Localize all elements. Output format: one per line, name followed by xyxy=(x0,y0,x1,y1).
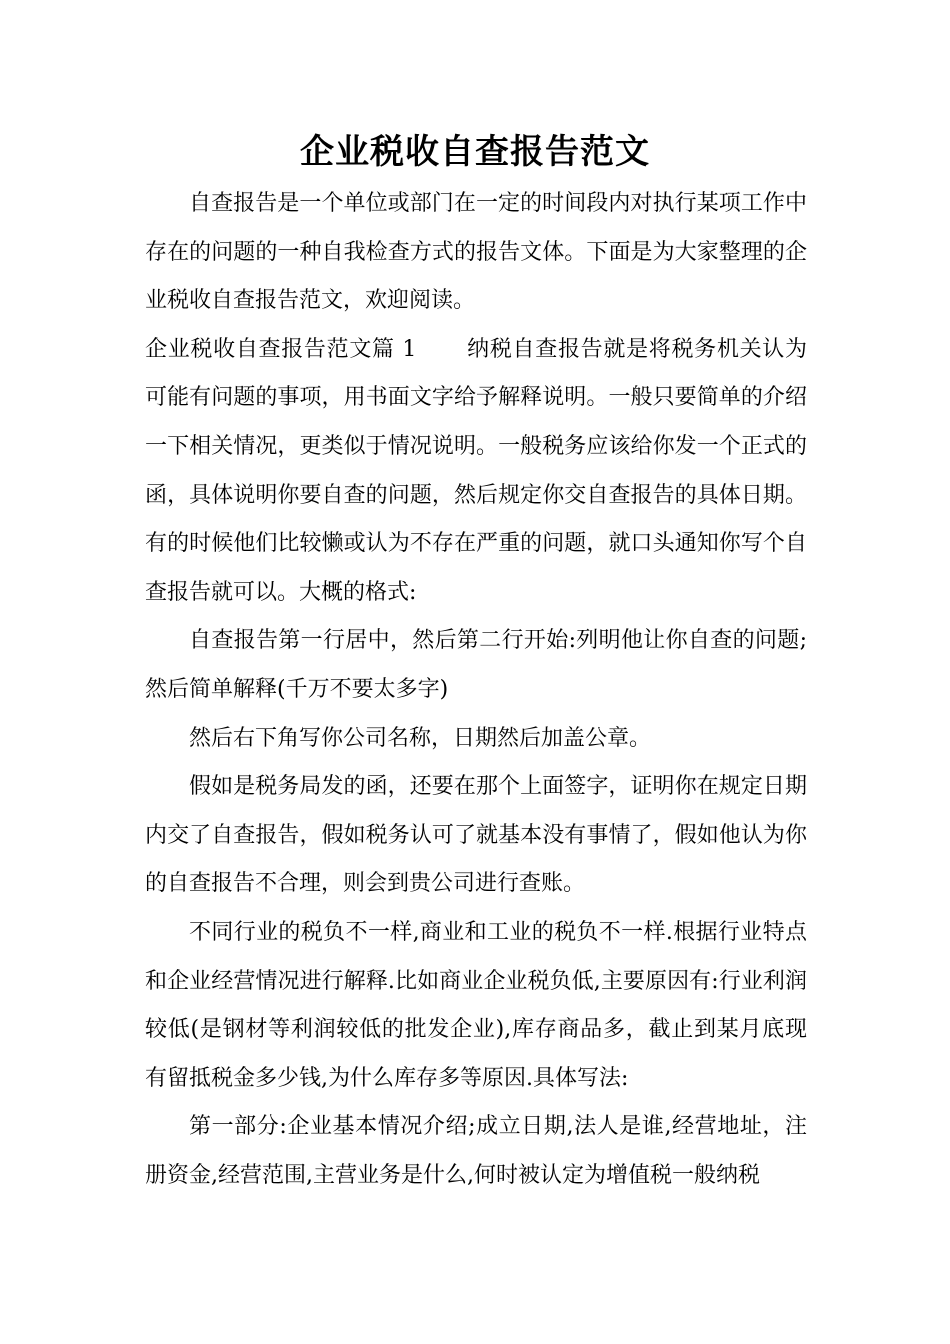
industry-paragraph: 不同行业的税负不一样,商业和工业的税负不一样.根据行业特点和企业经营情况进行解释.比如商业企业税负低,主要原因有:行业利润较低(是钢材等利润较低的批发企业),库存商品多，截止到某月底现有留抵税金多少钱,为什么库存多等原因.具体写法: xyxy=(145,919,807,1091)
format-paragraph: 自查报告第一行居中，然后第二行开始:列明他让你自查的问题;然后简单解释(千万不要太多字) xyxy=(145,628,807,702)
section-heading: 企业税收自查报告范文篇 1 xyxy=(145,336,417,362)
tax-bureau-paragraph: 假如是税务局发的函，还要在那个上面签字，证明你在规定日期内交了自查报告，假如税务认可了就基本没有事情了，假如他认为你的自查报告不合理，则会到贵公司进行查账。 xyxy=(145,774,807,897)
document-title: 企业税收自查报告范文 xyxy=(300,132,650,172)
section-paragraph xyxy=(145,326,807,618)
document-body xyxy=(145,180,807,1200)
signature-paragraph: 然后右下角写你公司名称，日期然后加盖公章。 xyxy=(189,725,652,751)
intro-paragraph: 自查报告是一个单位或部门在一定的时间段内对执行某项工作中存在的问题的一种自我检查方式的报告文体。下面是为大家整理的企业税收自查报告范文，欢迎阅读。 xyxy=(145,191,807,314)
part-one-paragraph: 第一部分:企业基本情况介绍;成立日期,法人是谁,经营地址，注册资金,经营范围,主营业务是什么,何时被认定为增值税一般纳税 xyxy=(145,1114,807,1188)
section-first-paragraph: 纳税自查报告就是将税务机关认为可能有问题的事项，用书面文字给予解释说明。一般只要简单的介绍一下相关情况，更类似于情况说明。一般税务应该给你发一个正式的函，具体说明你要自查的问题，然后规定你交自查报告的具体日期。有的时候他们比较懒或认为不存在严重的问题，就口头通知你写个自查报告就可以。大概的格式: xyxy=(145,336,807,605)
